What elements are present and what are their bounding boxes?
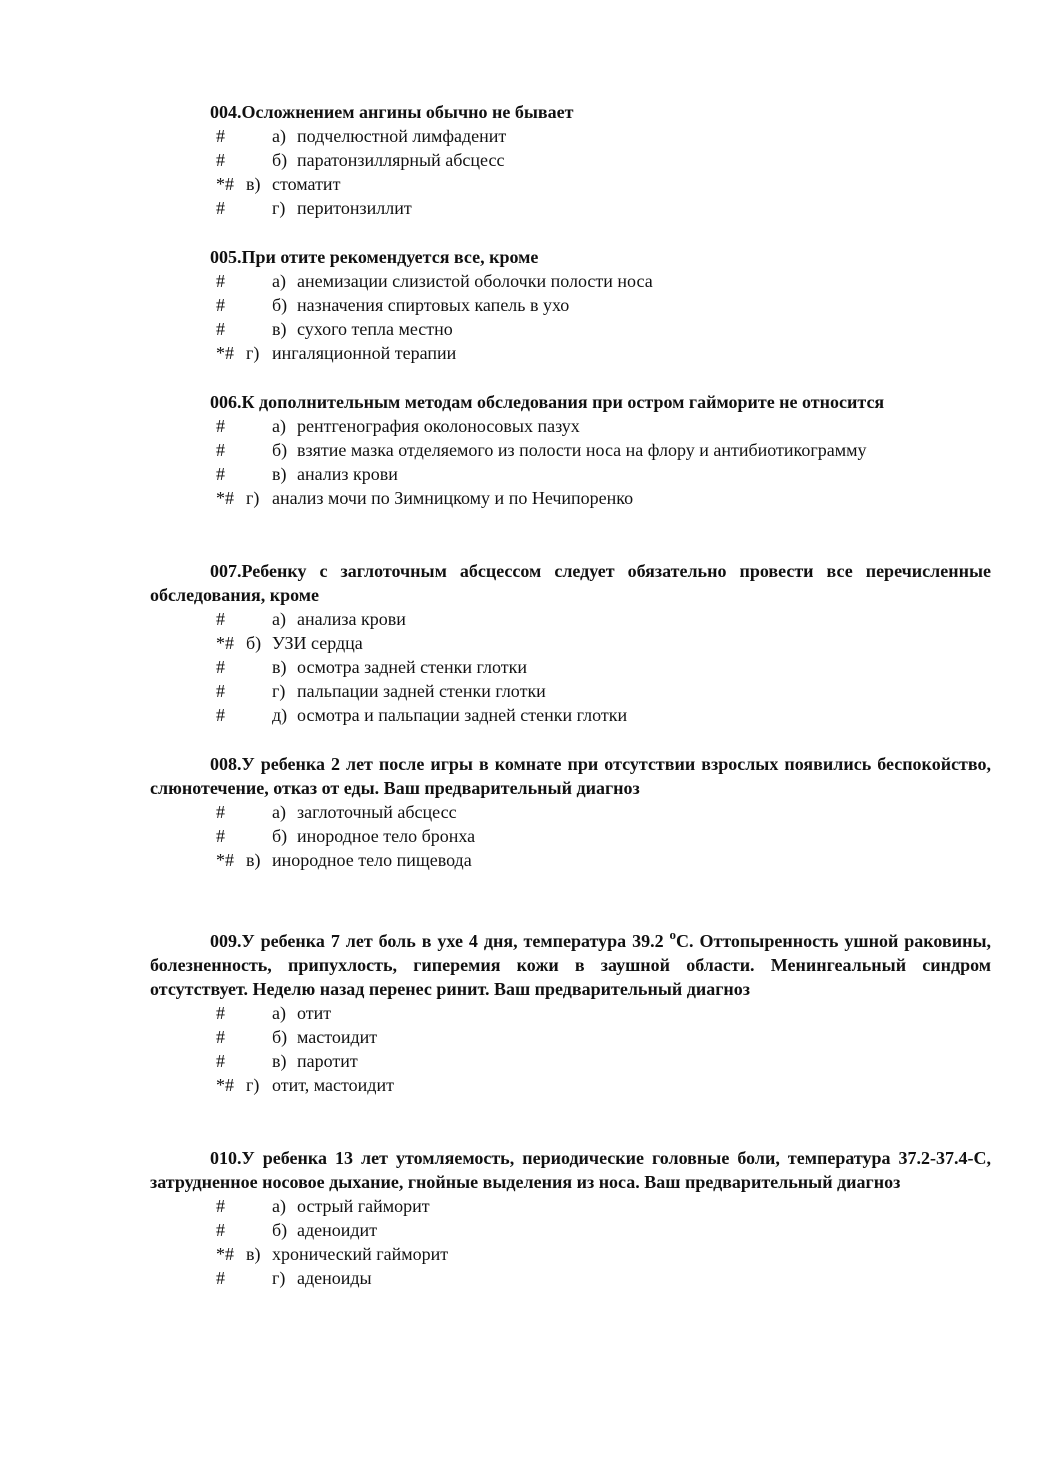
- question-010: [150, 1146, 991, 1290]
- question-006: [150, 390, 991, 510]
- question-text: Осложнением ангины обычно не бывает: [241, 102, 574, 122]
- question-number: 004.: [210, 102, 242, 122]
- answer-mark: *#: [216, 343, 234, 363]
- answer-letter: а): [272, 609, 286, 629]
- answer-text: мастоидит: [297, 1027, 378, 1047]
- answer-text: анемизации слизистой оболочки полости носа: [297, 271, 653, 291]
- answer-letter: г): [246, 343, 260, 363]
- answer-mark: *#: [216, 850, 234, 870]
- answer-mark: #: [216, 657, 225, 677]
- question-008: [150, 752, 991, 872]
- answer-list: [150, 414, 991, 510]
- answer-option: [150, 607, 991, 631]
- answer-letter: г): [246, 488, 260, 508]
- answer-mark: #: [216, 1220, 225, 1240]
- answer-text: острый гайморит: [297, 1196, 430, 1216]
- answer-letter: в): [272, 1051, 287, 1071]
- answer-text: анализа крови: [297, 609, 406, 629]
- question-number: 007.: [210, 561, 242, 581]
- question-number: 009.: [210, 931, 242, 951]
- answer-text: аденоидит: [297, 1220, 378, 1240]
- answer-option: [150, 1266, 991, 1290]
- answer-mark: *#: [216, 488, 234, 508]
- question-title: [150, 245, 991, 269]
- answer-option: [150, 269, 991, 293]
- answer-option: [150, 414, 991, 438]
- answer-text: аденоиды: [297, 1268, 372, 1288]
- answer-mark: *#: [216, 174, 234, 194]
- answer-mark: #: [216, 126, 225, 146]
- answer-letter: г): [272, 198, 286, 218]
- answer-letter: г): [272, 1268, 286, 1288]
- question-007: [150, 559, 991, 727]
- question-number: 006.: [210, 392, 242, 412]
- answer-letter: в): [272, 464, 287, 484]
- answer-option: [150, 1049, 991, 1073]
- question-title: [150, 100, 991, 124]
- answer-option: [150, 1001, 991, 1025]
- answer-text: сухого тепла местно: [297, 319, 453, 339]
- answer-letter: б): [272, 1220, 288, 1240]
- answer-text: взятие мазка отделяемого из полости носа на флору и антибиотикограмму: [297, 440, 867, 460]
- answer-mark: #: [216, 271, 225, 291]
- answer-list: [150, 1001, 991, 1097]
- question-title: [150, 929, 991, 1001]
- answer-text: осмотра задней стенки глотки: [297, 657, 527, 677]
- answer-letter: б): [272, 295, 288, 315]
- answer-text: рентгенография околоносовых пазух: [297, 416, 580, 436]
- answer-mark: #: [216, 1268, 225, 1288]
- question-number: 005.: [210, 247, 242, 267]
- question-title: [150, 752, 991, 800]
- answer-option: [150, 1025, 991, 1049]
- answer-option: [150, 679, 991, 703]
- answer-option-correct: [150, 1242, 991, 1266]
- answer-list: [150, 800, 991, 872]
- answer-mark: *#: [216, 1075, 234, 1095]
- answer-text: анализ мочи по Зимницкому и по Нечипоренко: [272, 488, 634, 508]
- answer-letter: в): [272, 657, 287, 677]
- answer-list: [150, 1194, 991, 1290]
- answer-mark: #: [216, 609, 225, 629]
- answer-letter: в): [246, 174, 261, 194]
- answer-mark: #: [216, 464, 225, 484]
- answer-text: УЗИ сердца: [272, 633, 363, 653]
- answer-option-correct: [150, 341, 991, 365]
- answer-mark: #: [216, 802, 225, 822]
- answer-text: осмотра и пальпации задней стенки глотки: [297, 705, 628, 725]
- answer-list: [150, 269, 991, 365]
- answer-mark: #: [216, 1003, 225, 1023]
- answer-option: [150, 462, 991, 486]
- question-text: У ребенка 13 лет утомляемость, периодические головные боли, температура 37.2-37.4-С, затрудненное носовое дыхание, гнойные выделения из носа. Ваш предварительный диагноз: [150, 1148, 991, 1192]
- answer-letter: а): [272, 1003, 286, 1023]
- answer-mark: #: [216, 416, 225, 436]
- answer-mark: *#: [216, 1244, 234, 1264]
- answer-text: назначения спиртовых капель в ухо: [297, 295, 570, 315]
- answer-letter: б): [272, 440, 288, 460]
- answer-option-correct: [150, 848, 991, 872]
- answer-text: инородное тело пищевода: [272, 850, 472, 870]
- answer-mark: #: [216, 295, 225, 315]
- answer-list: [150, 607, 991, 727]
- answer-letter: а): [272, 126, 286, 146]
- answer-text: отит, мастоидит: [272, 1075, 394, 1095]
- answer-letter: б): [272, 150, 288, 170]
- answer-letter: г): [272, 681, 286, 701]
- answer-letter: в): [246, 1244, 261, 1264]
- answer-mark: #: [216, 826, 225, 846]
- answer-option: [150, 438, 991, 462]
- answer-option: [150, 824, 991, 848]
- answer-text: хронический гайморит: [272, 1244, 449, 1264]
- answer-letter: б): [272, 826, 288, 846]
- answer-letter: а): [272, 416, 286, 436]
- question-004: [150, 100, 991, 220]
- answer-letter: г): [246, 1075, 260, 1095]
- answer-text: инородное тело бронха: [297, 826, 476, 846]
- answer-option: [150, 196, 991, 220]
- answer-mark: #: [216, 319, 225, 339]
- answer-letter: д): [272, 705, 288, 725]
- answer-text: пальпации задней стенки глотки: [297, 681, 546, 701]
- answer-letter: в): [272, 319, 287, 339]
- question-number: 008.: [210, 754, 242, 774]
- answer-mark: #: [216, 1196, 225, 1216]
- degree-superscript: o: [669, 927, 677, 942]
- answer-text: паратонзиллярный абсцесс: [297, 150, 505, 170]
- question-005: [150, 245, 991, 365]
- question-text: У ребенка 2 лет после игры в комнате при отсутствии взрослых появились беспокойство, слюнотечение, отказ от еды. Ваш предварительный диагноз: [150, 754, 991, 798]
- answer-option: [150, 703, 991, 727]
- answer-option: [150, 800, 991, 824]
- question-text: Ребенку с заглоточным абсцессом следует обязательно провести все перечисленные обследования, кроме: [150, 561, 991, 605]
- answer-text: подчелюстной лимфаденит: [297, 126, 507, 146]
- question-text-part: У ребенка 7 лет боль в ухе 4 дня, температура 39.2: [241, 931, 670, 951]
- answer-mark: *#: [216, 633, 234, 653]
- question-text-part: С. Оттопыренность ушной раковины, болезненность, припухлость, гиперемия кожи в заушной области. Менингеальный синдром отсутствует. Неделю назад перенес ринит. Ваш предварительный диагноз: [150, 931, 991, 999]
- answer-list: [150, 124, 991, 220]
- question-number: 010.: [210, 1148, 242, 1168]
- answer-letter: б): [272, 1027, 288, 1047]
- answer-text: анализ крови: [297, 464, 398, 484]
- answer-text: стоматит: [272, 174, 341, 194]
- answer-text: перитонзиллит: [297, 198, 412, 218]
- answer-option-correct: [150, 486, 991, 510]
- answer-text: паротит: [297, 1051, 358, 1071]
- answer-option-correct: [150, 172, 991, 196]
- answer-letter: а): [272, 1196, 286, 1216]
- question-title: [150, 559, 991, 607]
- answer-text: отит: [297, 1003, 332, 1023]
- question-title: [150, 1146, 991, 1194]
- answer-option: [150, 293, 991, 317]
- question-text: При отите рекомендуется все, кроме: [241, 247, 539, 267]
- answer-option-correct: [150, 631, 991, 655]
- answer-letter: а): [272, 802, 286, 822]
- question-text: К дополнительным методам обследования при остром гайморите не относится: [241, 392, 885, 412]
- answer-mark: #: [216, 1051, 225, 1071]
- answer-mark: #: [216, 681, 225, 701]
- answer-mark: #: [216, 705, 225, 725]
- answer-letter: в): [246, 850, 261, 870]
- answer-option: [150, 655, 991, 679]
- answer-option: [150, 1194, 991, 1218]
- question-title: [150, 390, 991, 414]
- answer-text: заглоточный абсцесс: [297, 802, 457, 822]
- answer-option: [150, 148, 991, 172]
- answer-option: [150, 1218, 991, 1242]
- answer-letter: б): [246, 633, 262, 653]
- answer-letter: а): [272, 271, 286, 291]
- answer-mark: #: [216, 440, 225, 460]
- answer-option: [150, 124, 991, 148]
- answer-mark: #: [216, 150, 225, 170]
- answer-mark: #: [216, 198, 225, 218]
- answer-option-correct: [150, 1073, 991, 1097]
- question-009: [150, 929, 991, 1097]
- answer-mark: #: [216, 1027, 225, 1047]
- answer-text: ингаляционной терапии: [272, 343, 457, 363]
- answer-option: [150, 317, 991, 341]
